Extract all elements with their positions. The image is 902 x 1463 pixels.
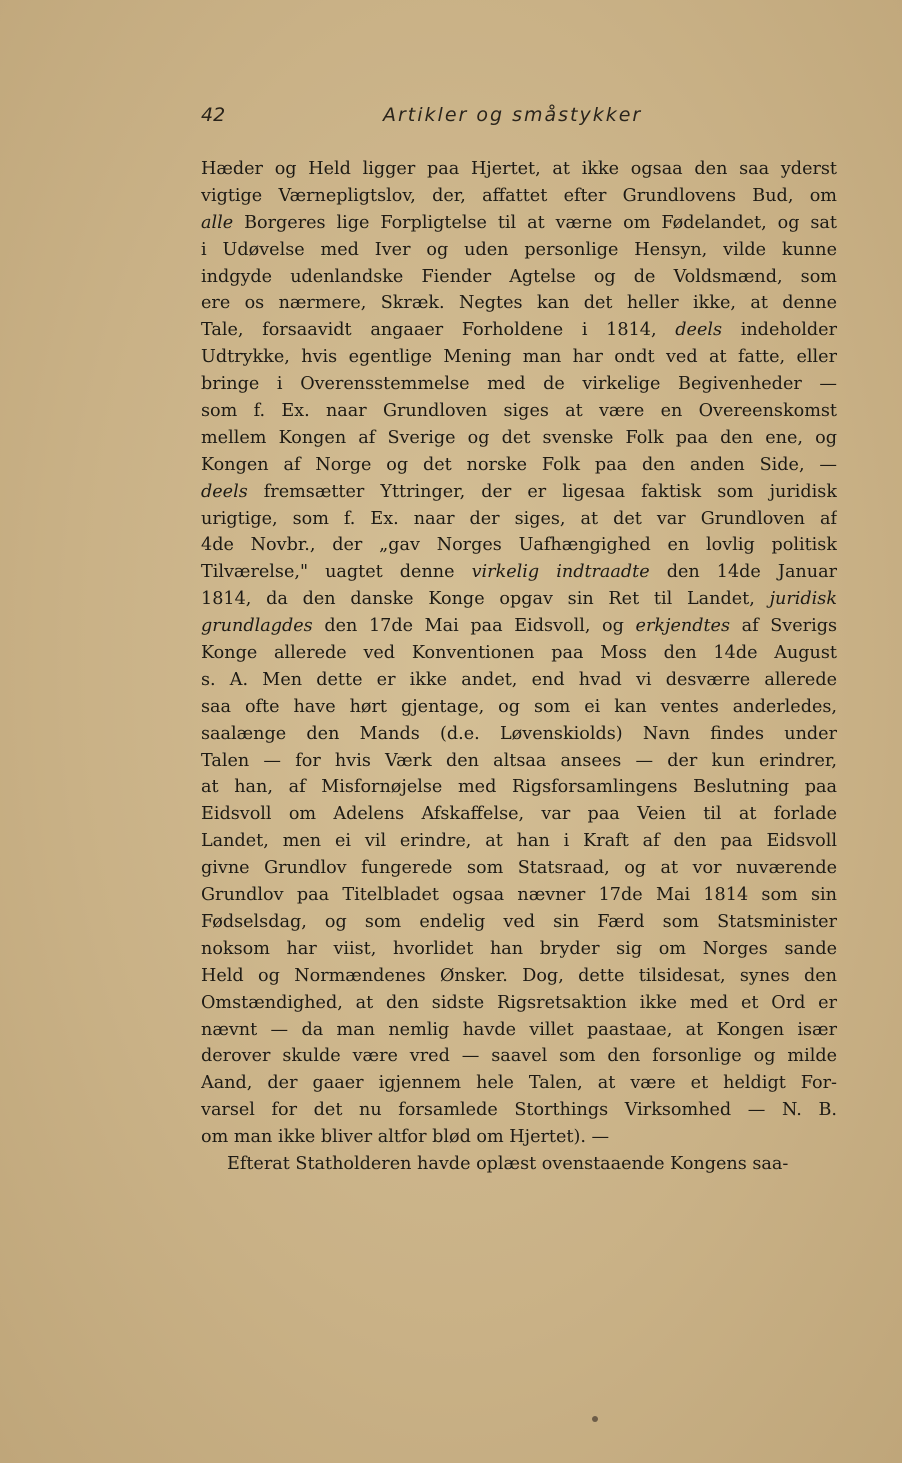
text-line — [201, 479, 837, 506]
page-header — [201, 104, 837, 134]
text-line — [201, 156, 837, 183]
text-segment: vigtige Værnepligtslov, der, affattet efter Grundlovens Bud, om — [201, 185, 837, 206]
text-line — [201, 882, 837, 909]
text-line — [201, 398, 837, 425]
text-line — [201, 667, 837, 694]
text-segment: s. A. Men dette er ikke andet, end hvad vi desværre allerede — [201, 669, 837, 690]
text-segment: varsel for det nu forsamlede Storthings Virksomhed — N. B. — [201, 1100, 837, 1121]
emphasized-text: erkjendtes — [635, 616, 730, 637]
text-segment: saalænge den Mands (d.e. Løvenskiolds) Navn findes under — [201, 723, 837, 744]
text-segment: Fødselsdag, og som endelig ved sin Færd som Statsminister — [201, 911, 837, 932]
text-segment: Konge allerede ved Konventionen paa Moss den 14de August — [201, 643, 837, 664]
text-segment: den 14de Januar — [649, 562, 837, 583]
text-line — [201, 344, 837, 371]
text-line — [201, 855, 837, 882]
text-segment: at han, af Misfornøjelse med Rigsforsamlingens Beslutning paa — [201, 777, 837, 798]
text-segment: Udtrykke, hvis egentlige Mening man har ondt ved at fatte, eller — [201, 347, 837, 368]
text-segment: Efterat Statholderen havde oplæst ovenstaaende Kongens saa- — [227, 1153, 789, 1174]
text-line — [201, 586, 837, 613]
text-segment: 1814, da den danske Konge opgav sin Ret til Landet, — [201, 589, 770, 610]
text-segment: om man ikke bliver altfor blød om Hjertet). — — [201, 1127, 610, 1148]
text-segment: Borgeres lige Forpligtelse til at værne om Fødelandet, og sat — [233, 212, 837, 233]
text-segment: saa ofte have hørt gjentage, og som ei kan ventes anderledes, — [201, 696, 837, 717]
text-segment: ere os nærmere, Skræk. Negtes kan det heller ikke, at denne — [201, 293, 837, 314]
text-segment: noksom har viist, hvorlidet han bryder sig om Norges sande — [201, 938, 837, 959]
text-line — [201, 237, 837, 264]
text-line — [201, 774, 837, 801]
text-segment: Kongen af Norge og det norske Folk paa den anden Side, — — [201, 454, 837, 475]
text-segment: Held og Normændenes Ønsker. Dog, dette tilsidesat, synes den — [201, 965, 837, 986]
text-segment: Aand, der gaaer igjennem hele Talen, at være et heldigt For- — [201, 1073, 837, 1094]
emphasized-text: juridisk — [769, 589, 837, 610]
emphasized-text: grundlagdes — [201, 616, 313, 637]
text-segment: Omstændighed, at den sidste Rigsretsaktion ikke med et Ord er — [201, 992, 837, 1013]
text-segment: 4de Novbr., der „gav Norges Uafhængighed en lovlig politisk — [201, 535, 837, 556]
emphasized-text: deels — [675, 320, 723, 341]
text-segment: Grundlov paa Titelbladet ogsaa nævner 17de Mai 1814 som sin — [201, 885, 837, 906]
text-line — [201, 506, 837, 533]
text-line — [201, 1097, 837, 1124]
text-line — [201, 183, 837, 210]
text-segment: nævnt — da man nemlig havde villet paastaae, at Kongen især — [201, 1019, 837, 1040]
text-line — [201, 425, 837, 452]
text-segment: indeholder — [722, 320, 837, 341]
text-line — [201, 1151, 837, 1178]
text-line — [201, 452, 837, 479]
text-segment: derover skulde være vred — saavel som den forsonlige og milde — [201, 1046, 837, 1067]
text-line — [201, 1124, 837, 1151]
text-line — [201, 264, 837, 291]
text-segment: bringe i Overensstemmelse med de virkelige Begivenheder — — [201, 374, 837, 395]
text-segment: givne Grundlov fungerede som Statsraad, og at vor nuværende — [201, 858, 837, 879]
text-line — [201, 210, 837, 237]
text-line — [201, 909, 837, 936]
text-line — [201, 559, 837, 586]
text-line — [201, 317, 837, 344]
text-line — [201, 990, 837, 1017]
text-line — [201, 1043, 837, 1070]
text-segment: Eidsvoll om Adelens Afskaffelse, var paa Veien til at forlade — [201, 804, 837, 825]
text-segment: Tilværelse," uagtet denne — [201, 562, 472, 583]
emphasized-text: alle — [201, 212, 234, 233]
ink-speck — [592, 1416, 598, 1422]
text-line — [201, 1070, 837, 1097]
page-number: 42 — [201, 104, 226, 126]
running-title: Artikler og småstykker — [383, 104, 643, 126]
text-segment: af Sverigs — [730, 616, 837, 637]
text-segment: den 17de Mai paa Eidsvoll, og — [312, 616, 636, 637]
text-segment: som f. Ex. naar Grundloven siges at være en Overeenskomst — [201, 401, 837, 422]
text-line — [201, 371, 837, 398]
text-segment: Tale, forsaavidt angaaer Forholdene i 1814, — [201, 320, 676, 341]
text-segment: Landet, men ei vil erindre, at han i Kraft af den paa Eidsvoll — [201, 831, 837, 852]
text-line — [201, 532, 837, 559]
text-line — [201, 801, 837, 828]
emphasized-text: virkelig indtraadte — [471, 562, 650, 583]
text-line — [201, 640, 837, 667]
text-line — [201, 694, 837, 721]
text-line — [201, 721, 837, 748]
text-segment: fremsætter Yttringer, der er ligesaa faktisk som juridisk — [247, 481, 837, 502]
text-line — [201, 613, 837, 640]
emphasized-text: deels — [201, 481, 248, 502]
body-text — [201, 156, 837, 1178]
text-line — [201, 748, 837, 775]
text-line — [201, 963, 837, 990]
text-segment: urigtige, som f. Ex. naar der siges, at det var Grundloven af — [201, 508, 837, 529]
text-segment: indgyde udenlandske Fiender Agtelse og de Voldsmænd, som — [201, 266, 837, 287]
text-segment: mellem Kongen af Sverige og det svenske Folk paa den ene, og — [201, 427, 837, 448]
text-segment: i Udøvelse med Iver og uden personlige Hensyn, vilde kunne — [201, 239, 837, 260]
text-segment: Hæder og Held ligger paa Hjertet, at ikke ogsaa den saa yderst — [201, 159, 837, 179]
text-line — [201, 290, 837, 317]
text-line — [201, 936, 837, 963]
text-line — [201, 828, 837, 855]
text-line — [201, 1017, 837, 1044]
text-segment: Talen — for hvis Værk den altsaa ansees — der kun erindrer, — [201, 750, 837, 771]
